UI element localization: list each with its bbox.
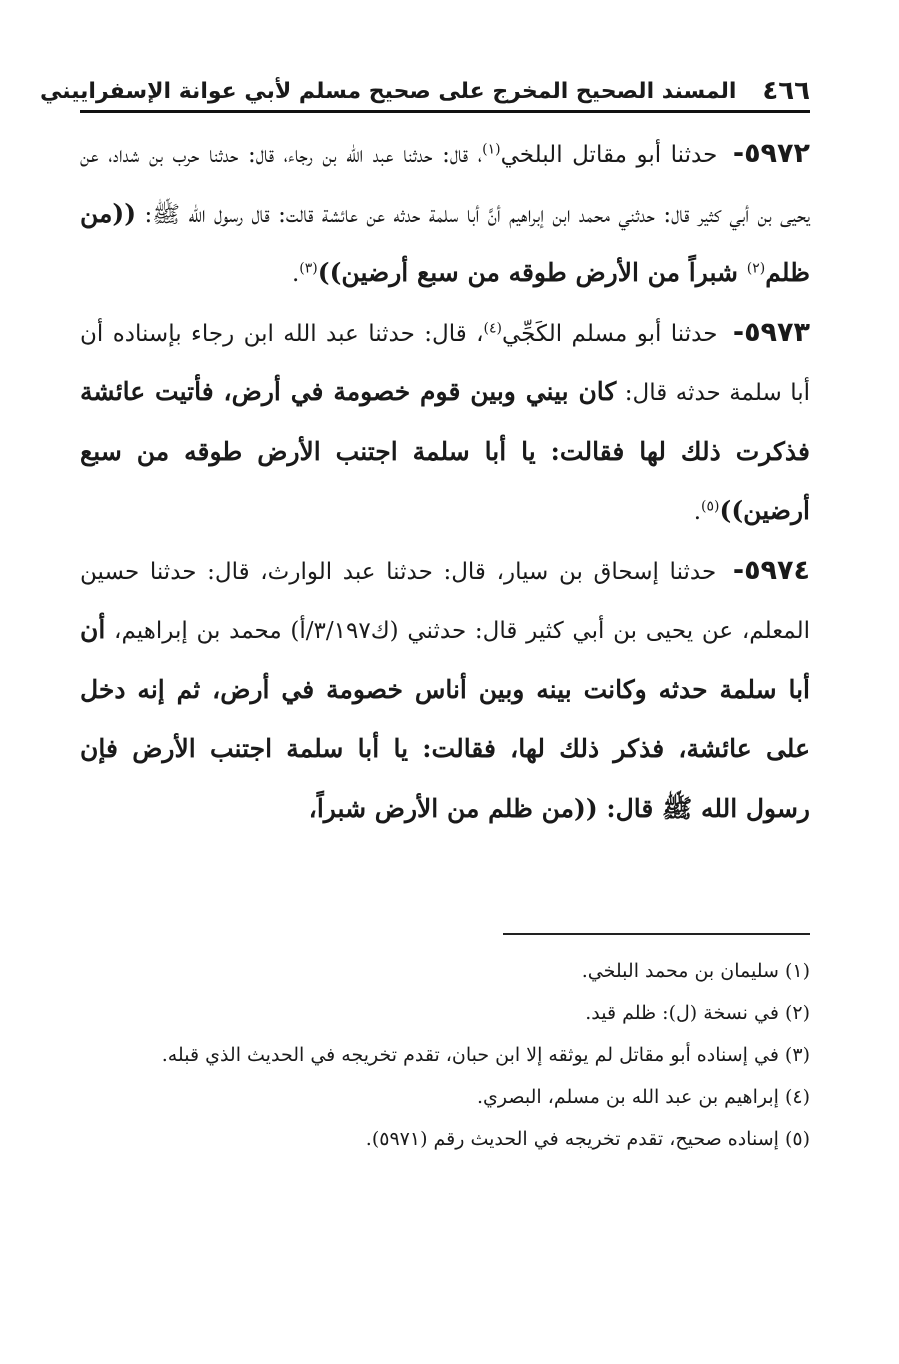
hadith-5974 [80, 542, 810, 840]
footnote-5: (٥) إسناده صحيح، تقدم تخريجه في الحديث رقم (٥٩٧١). [365, 1128, 810, 1150]
hadith-text: ، قال: حدثنا عبد الله بن رجاء، قال: حدثنا حرب بن شداد، عن يحيى بن أبي كثير قال: حدثني محمد ابن إبراهيم أنَّ أبا سلمة حدثه عن عائشة قالت: قال رسول الله ﷺ: [80, 142, 810, 228]
footnotes [80, 950, 810, 1160]
hadith-text: . [291, 261, 300, 287]
hadith-matn: ((من ظلم [80, 198, 810, 287]
hadith-number: ٥٩٧٢- [732, 138, 810, 169]
page-number: ٤٦٦ [762, 76, 810, 106]
book-title: المسند الصحيح المخرج على صحيح مسلم لأبي عوانة الإسفراييني [39, 79, 737, 104]
hadith-matn: كان بيني وبين قوم خصومة في أرض، فأتيت عائشة فذكرت ذلك لها فقالت: يا أبا سلمة اجتنب الأرض طوقه من سبع أرضين)) [80, 377, 811, 525]
hadith-text: ، قال: حدثنا عبد الله ابن رجاء بإسناده أن أبا سلمة حدثه قال: [80, 320, 811, 406]
running-header [39, 66, 810, 113]
hadith-matn: أن أبا سلمة حدثه وكانت بينه وبين أناس خصومة في أرض، ثم إنه دخل على عائشة، فذكر ذلك لها، فقالت: يا أبا سلمة اجتنب الأرض فإن رسول الله ﷺ قال: ((من ظلم من الأرض شبراً، [80, 615, 810, 823]
footnote-4: (٤) إبراهيم بن عبد الله بن مسلم، البصري. [476, 1086, 810, 1108]
main-text [80, 125, 810, 839]
hadith-number: ٥٩٧٣- [732, 316, 810, 348]
footnote-1: (١) سليمان بن محمد البلخي. [581, 960, 810, 982]
footnote-ref: (٢) [746, 260, 766, 277]
hadith-number: ٥٩٧٤- [732, 554, 810, 586]
footnote-ref: (١) [482, 141, 501, 158]
hadith-text: . [693, 499, 702, 525]
hadith-5973 [80, 304, 810, 542]
hadith-matn: شبراً من الأرض طوقه من سبع أرضين)) [317, 258, 747, 287]
footnote-3: (٣) في إسناده أبو مقاتل لم يوثقه إلا ابن حبان، تقدم تخريجه في الحديث الذي قبله. [161, 1044, 810, 1066]
hadith-5972 [80, 125, 810, 304]
hadith-text: حدثنا أبو مقاتل البلخي [500, 142, 727, 168]
footnote-ref: (٣) [299, 260, 318, 277]
footnote-divider [503, 933, 810, 935]
hadith-text: حدثنا أبو مسلم الكَجِّي [502, 320, 727, 347]
hadith-text: حدثنا إسحاق بن سيار، قال: حدثنا عبد الوارث، قال: حدثنا حسين المعلم، عن يحيى بن أبي كثير قال: حدثني (ك٣/١٩٧/أ) محمد بن إبراهيم، [80, 558, 810, 644]
footnote-ref: (٤) [483, 319, 503, 336]
footnote-2: (٢) في نسخة (ل): ظلم قيد. [585, 1002, 810, 1024]
footnote-ref: (٥) [701, 498, 720, 515]
